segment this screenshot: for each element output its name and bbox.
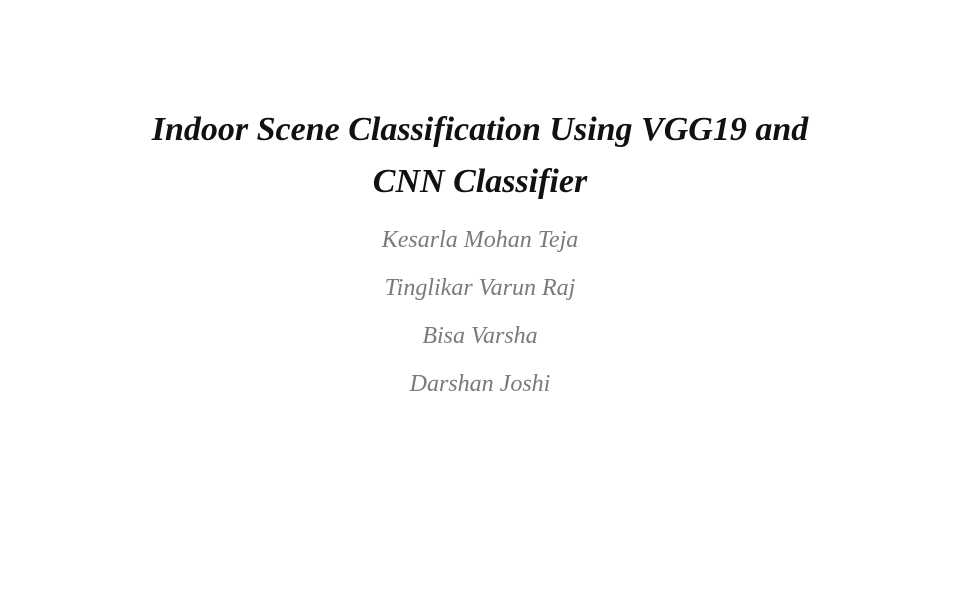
paper-title-line-2: CNN Classifier — [372, 163, 588, 200]
author-list — [180, 216, 780, 408]
author-name: Tinglikar Varun Raj — [384, 275, 576, 301]
paper-title-line-1: Indoor Scene Classification Using VGG19 and — [151, 111, 809, 148]
author-name: Kesarla Mohan Teja — [381, 227, 579, 253]
author-name: Darshan Joshi — [409, 371, 551, 397]
paper-title — [80, 104, 880, 208]
author-name: Bisa Varsha — [422, 323, 538, 349]
